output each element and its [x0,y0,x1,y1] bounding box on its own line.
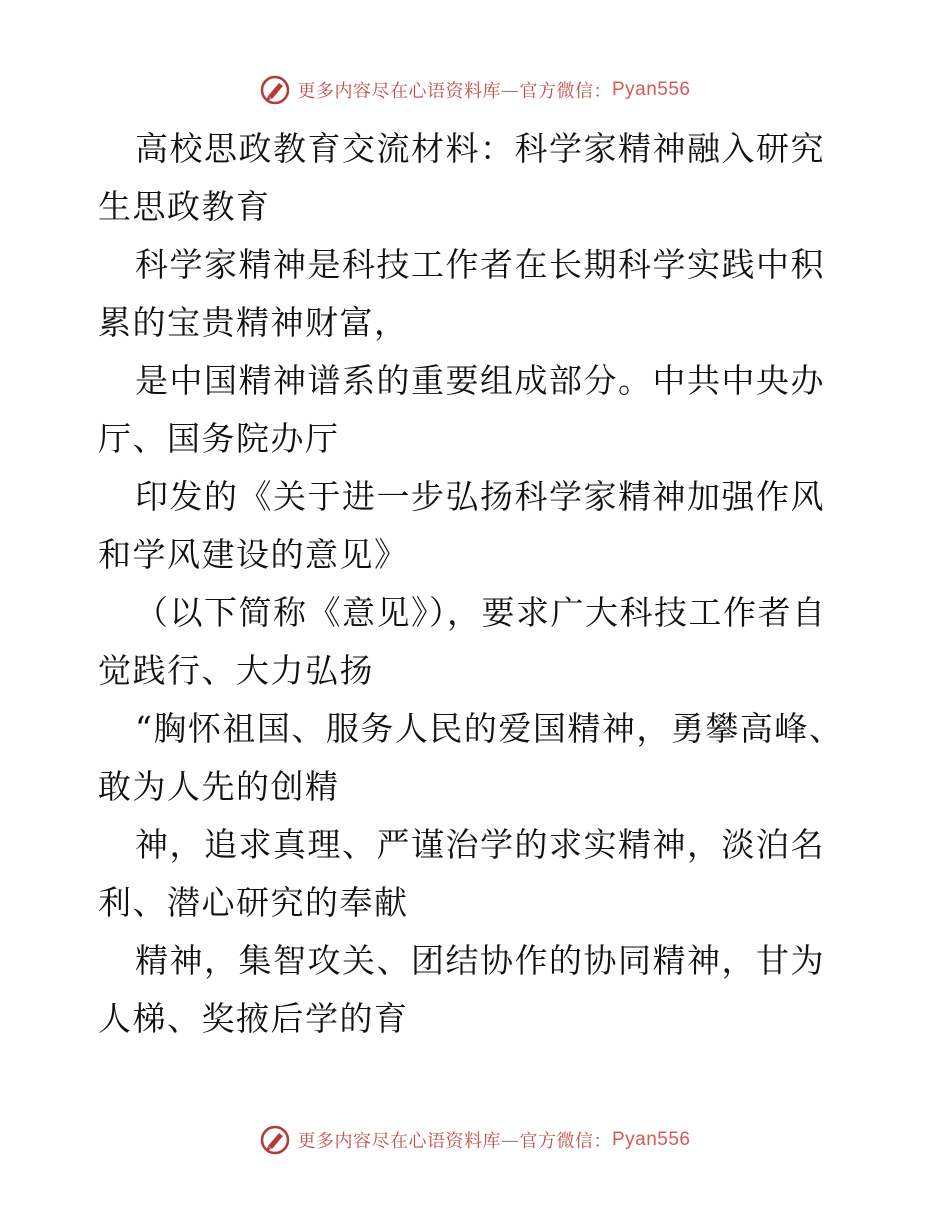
paragraph: （以下简称《意见》），要求广大科技工作者自觉践行、大力弘扬 [98,593,827,690]
watermark-brand: 更多内容尽在心语资料库 [297,81,501,102]
watermark-wechat-label: 官方微信： [519,81,612,102]
pen-logo-icon [259,74,291,106]
watermark-brand: 更多内容尽在心语资料库 [297,1131,501,1152]
document-body [98,120,858,1048]
watermark-wechat-label: 官方微信： [519,1131,612,1152]
paragraph-title: 高校思政教育交流材料：科学家精神融入研究生思政教育 [98,129,825,226]
footer-watermark [0,1120,950,1160]
watermark-dash: — [500,79,520,101]
watermark-wechat-id: Pyan556 [611,79,691,100]
paragraph: 科学家精神是科技工作者在长期科学实践中积累的宝贵精神财富， [98,245,825,342]
watermark-wechat-id: Pyan556 [611,1129,691,1150]
paragraph: 神，追求真理、严谨治学的求实精神，淡泊名利、潜心研究的奉献 [98,825,825,922]
paragraph: 印发的《关于进一步弘扬科学家精神加强作风和学风建设的意见》 [98,477,825,574]
paragraph: 是中国精神谱系的重要组成部分。中共中央办厅、国务院办厅 [98,361,825,458]
pen-logo-icon [259,1124,291,1156]
paragraph: “胸怀祖国、服务人民的爱国精神，勇攀高峰、敢为人先的创精 [98,709,844,806]
paragraph: 精神，集智攻关、团结协作的协同精神，甘为人梯、奖掖后学的育 [98,941,825,1038]
header-watermark [0,70,950,110]
watermark-dash: — [500,1129,520,1151]
